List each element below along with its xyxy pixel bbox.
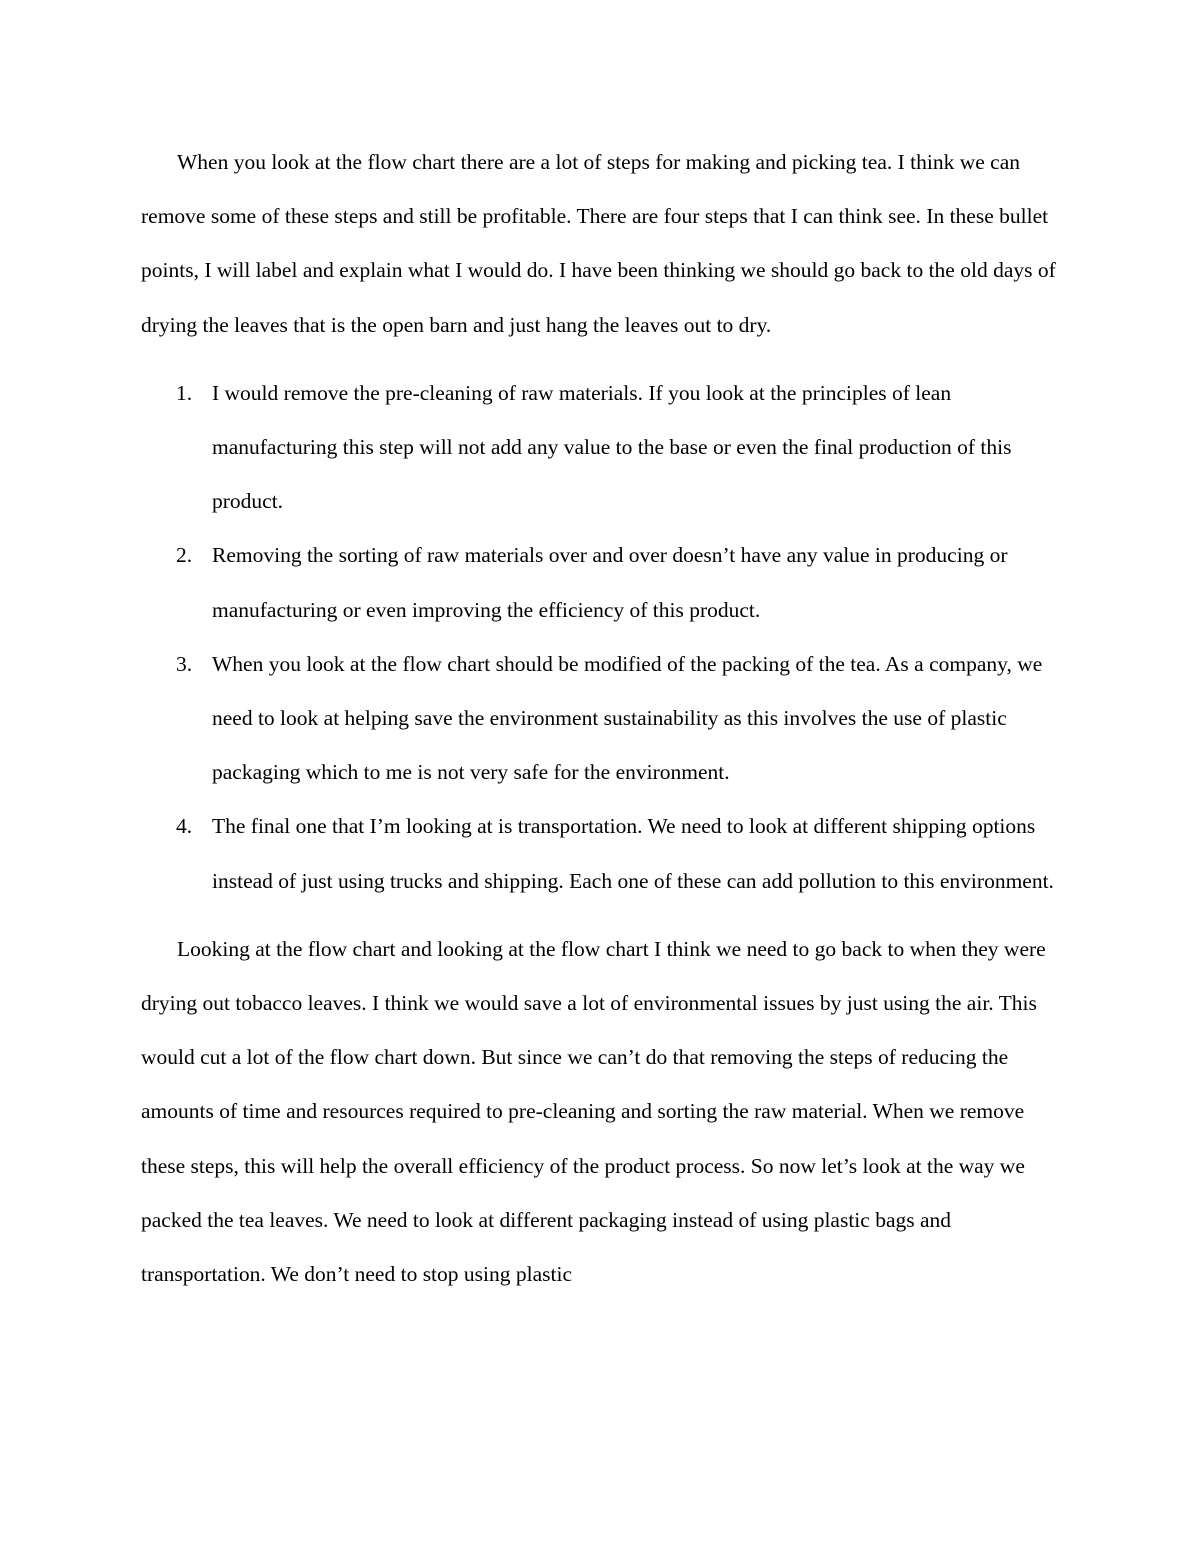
list-item-number: 4. [176,814,193,839]
list-item [141,366,1061,529]
list-item-text: When you look at the flow chart should be modified of the packing of the tea. As a company, we need to look at helping save the environment sustainability as this involves the use of plastic packaging which to me is not very safe for the environment. [212,651,1043,785]
conclusion-paragraph: Looking at the flow chart and looking at the flow chart I think we need to go back to when they were drying out tobacco leaves. I think we would save a lot of environmental issues by just using the air. This would cut a lot of the flow chart down. But since we can’t do that removing the steps of reducing the amounts of time and resources required to pre-cleaning and sorting the raw material. When we remove these steps, this will help the overall efficiency of the product process. So now let’s look at the way we packed the tea leaves. We need to look at different packaging instead of using plastic bags and transportation. We don’t need to stop using plastic [141,936,1046,1287]
list-item [141,637,1061,800]
list-item [141,799,1061,907]
list-item-text: The final one that I’m looking at is transportation. We need to look at different shipping options instead of just using trucks and shipping. Each one of these can add pollution to this environment. [212,814,1054,893]
list-item-text: I would remove the pre-cleaning of raw materials. If you look at the principles of lean manufacturing this step will not add any value to the base or even the final production of this product. [212,380,1012,514]
list-item-number: 2. [176,543,193,568]
document-body [141,135,1061,1301]
list-item-text: Removing the sorting of raw materials over and over doesn’t have any value in producing or manufacturing or even improving the efficiency of this product. [212,543,1008,622]
list-item [141,528,1061,636]
intro-paragraph: When you look at the flow chart there are a lot of steps for making and picking tea. I think we can remove some of these steps and still be profitable. There are four steps that I can think see. In these bullet points, I will label and explain what I would do. I have been thinking we should go back to the old days of drying the leaves that is the open barn and just hang the leaves out to dry. [141,150,1056,337]
list-item-number: 1. [176,380,193,405]
list-item-number: 3. [176,651,193,676]
steps-list [141,366,1061,908]
